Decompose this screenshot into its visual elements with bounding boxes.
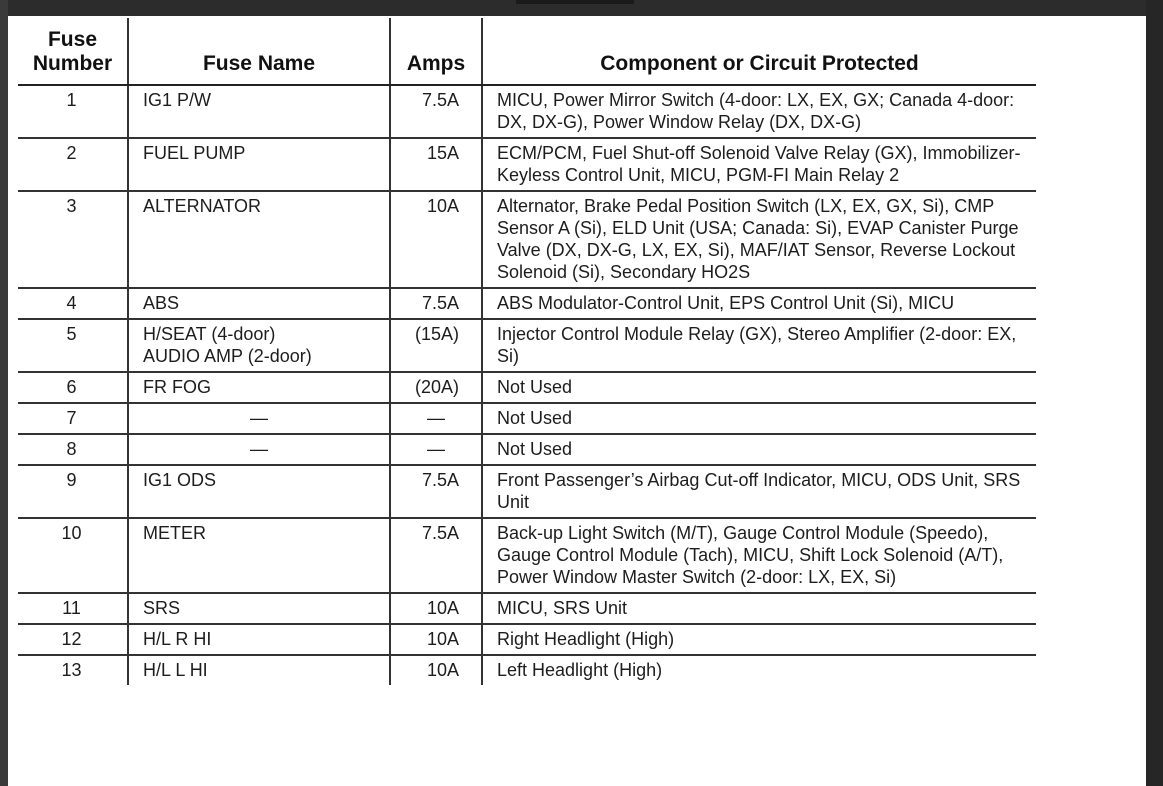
cell-fuse-number: 12 — [18, 624, 128, 655]
cell-fuse-name: METER — [128, 518, 390, 593]
table-row — [18, 288, 1036, 319]
cell-fuse-number: 13 — [61, 660, 82, 680]
cell-component: Left Headlight (High) — [482, 655, 1036, 685]
cell-fuse-number: 1 — [18, 85, 128, 138]
cell-fuse-number: 7 — [18, 403, 128, 434]
cell-component: Not Used — [482, 372, 1036, 403]
table-row — [18, 593, 1036, 624]
cell-amps: (15A) — [390, 319, 482, 372]
cell-component: Front Passenger’s Airbag Cut-off Indicator, MICU, ODS Unit, SRS Unit — [482, 465, 1036, 518]
table-row — [18, 403, 1036, 434]
cell-fuse-name: IG1 P/W — [128, 85, 390, 138]
header-fuse-number: Fuse Number — [18, 18, 128, 85]
cell-amps: — — [390, 403, 482, 434]
cell-component: Right Headlight (High) — [482, 624, 1036, 655]
cell-fuse-number: 4 — [18, 288, 128, 319]
cell-fuse-number: 10 — [18, 518, 128, 593]
table-row — [18, 138, 1036, 191]
header-component: Component or Circuit Protected — [482, 18, 1036, 85]
cell-fuse-name: IG1 ODS — [128, 465, 390, 518]
cell-fuse-name: H/L R HI — [128, 624, 390, 655]
cell-amps: 10A — [390, 624, 482, 655]
fuse-table — [18, 18, 1036, 685]
cell-component: MICU, SRS Unit — [482, 593, 1036, 624]
left-border — [0, 0, 8, 786]
cell-fuse-name: FR FOG — [128, 372, 390, 403]
cell-component: Alternator, Brake Pedal Position Switch (LX, EX, GX, Si), CMP Sensor A (Si), ELD Unit (USA; Canada: Si), EVAP Canister Purge Valve (DX, DX-G, LX, EX, Si), MAF/IAT Sensor, Reverse Lockout Solenoid (Si), Secondary HO2S — [482, 191, 1036, 288]
cell-amps: 7.5A — [390, 518, 482, 593]
cell-fuse-name: FUEL PUMP — [128, 138, 390, 191]
cell-fuse-number: 6 — [18, 372, 128, 403]
table-row — [18, 434, 1036, 465]
cell-amps: 7.5A — [390, 288, 482, 319]
header-fuse-name: Fuse Name — [128, 18, 390, 85]
table-row — [18, 624, 1036, 655]
cell-component: Not Used — [482, 403, 1036, 434]
cell-fuse-name: ALTERNATOR — [128, 191, 390, 288]
cell-fuse-number: 11 — [18, 593, 128, 624]
cell-fuse-number: 8 — [18, 434, 128, 465]
table-row — [18, 319, 1036, 372]
cell-amps: — — [390, 434, 482, 465]
table-row — [18, 372, 1036, 403]
cell-component: ABS Modulator-Control Unit, EPS Control Unit (Si), MICU — [482, 288, 1036, 319]
cell-fuse-name: H/SEAT (4-door) AUDIO AMP (2-door) — [128, 319, 390, 372]
table-row — [18, 518, 1036, 593]
cell-component: Injector Control Module Relay (GX), Stereo Amplifier (2-door: EX, Si) — [482, 319, 1036, 372]
cell-amps: 7.5A — [390, 465, 482, 518]
cell-fuse-name: — — [128, 434, 390, 465]
cell-fuse-name: H/L L HI — [128, 655, 390, 685]
cell-amps: 10A — [390, 191, 482, 288]
cell-fuse-number: 9 — [18, 465, 128, 518]
cell-fuse-number: 2 — [18, 138, 128, 191]
cell-fuse-number: 5 — [18, 319, 128, 372]
header-amps: Amps — [390, 18, 482, 85]
table-row — [18, 191, 1036, 288]
cell-amps: 7.5A — [390, 85, 482, 138]
cell-amps: 15A — [390, 138, 482, 191]
cell-fuse-name: SRS — [128, 593, 390, 624]
cell-amps: 10A — [390, 593, 482, 624]
cell-fuse-number: 3 — [18, 191, 128, 288]
table-header-row — [18, 18, 1036, 85]
right-border — [1146, 0, 1163, 786]
cell-component: ECM/PCM, Fuel Shut-off Solenoid Valve Relay (GX), Immobilizer-Keyless Control Unit, MICU, PGM-FI Main Relay 2 — [482, 138, 1036, 191]
table-row — [18, 85, 1036, 138]
cell-component: MICU, Power Mirror Switch (4-door: LX, EX, GX; Canada 4-door: DX, DX-G), Power Window Relay (DX, DX-G) — [482, 85, 1036, 138]
table-row — [18, 465, 1036, 518]
cell-component: Back-up Light Switch (M/T), Gauge Control Module (Speedo), Gauge Control Module (Tach), MICU, Shift Lock Solenoid (A/T), Power Window Master Switch (2-door: LX, EX, Si) — [482, 518, 1036, 593]
document-page — [8, 16, 1146, 786]
cell-fuse-name: — — [128, 403, 390, 434]
cell-fuse-name: ABS — [128, 288, 390, 319]
cell-amps: 10A — [390, 655, 482, 685]
cell-component: Not Used — [482, 434, 1036, 465]
cell-amps: (20A) — [390, 372, 482, 403]
table-row — [18, 655, 1036, 685]
top-bar — [516, 0, 634, 4]
